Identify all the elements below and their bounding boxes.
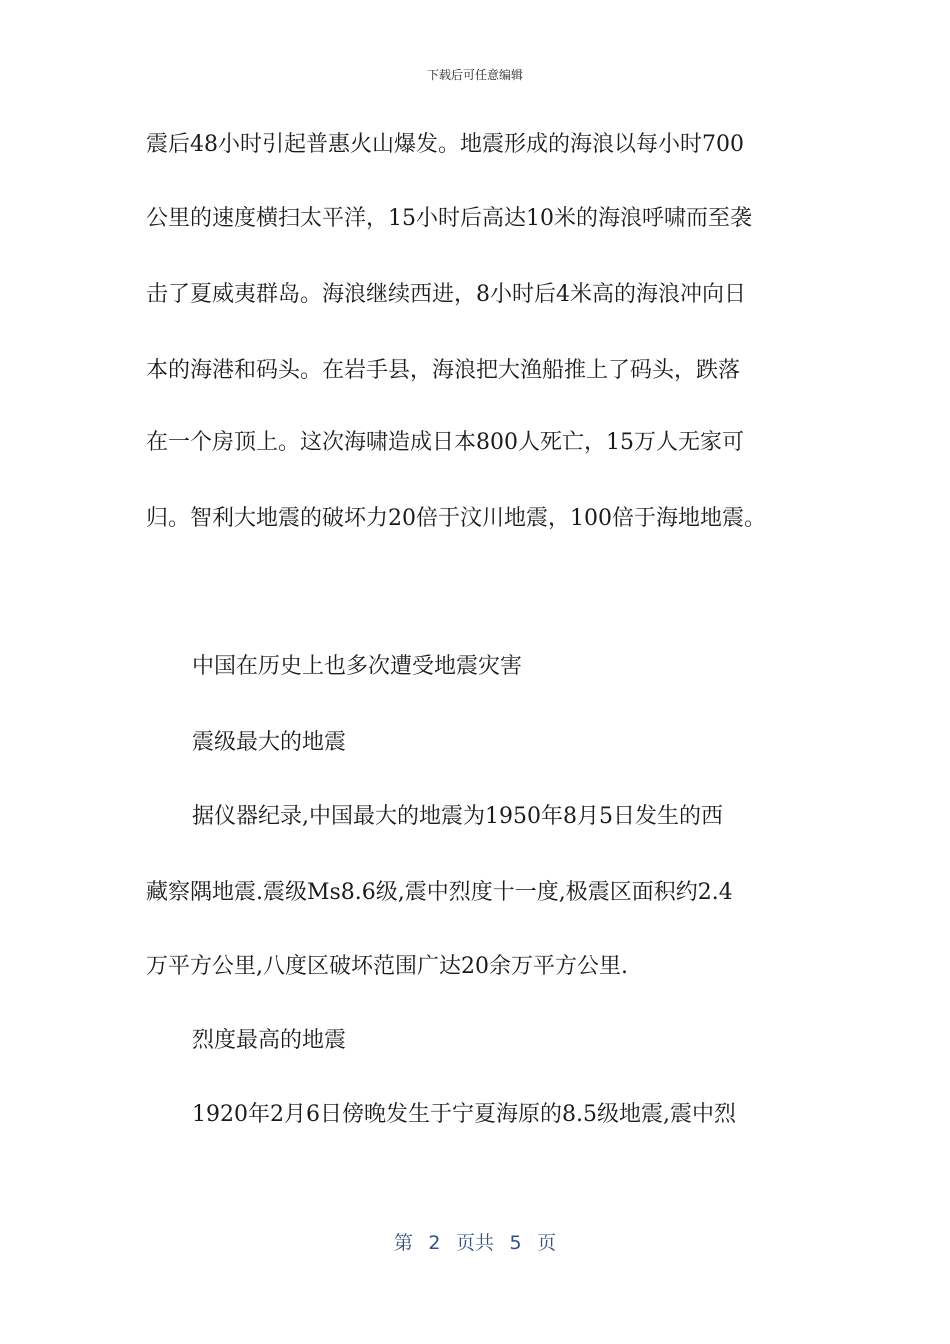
body-line: 据仪器纪录,中国最大的地震为1950年8月5日发生的西 (192, 804, 723, 829)
page-footer: 第 2 页共 5 页 (393, 1232, 557, 1254)
body-line: 击了夏威夷群岛。海浪继续西进，8小时后4米高的海浪冲向日 (146, 282, 746, 307)
body-line: 本的海港和码头。在岩手县，海浪把大渔船推上了码头，跌落 (146, 358, 741, 383)
body-line: 藏察隅地震.震级Ms8.6级,震中烈度十一度,极震区面积约2.4 (146, 880, 733, 905)
body-line: 万平方公里,八度区破坏范围广达20余万平方公里. (146, 954, 628, 979)
section-heading: 中国在历史上也多次遭受地震灾害 (192, 654, 523, 679)
page-header: 下载后可任意编辑 (426, 68, 523, 82)
subsection-heading: 震级最大的地震 (192, 730, 347, 755)
body-line: 公里的速度横扫太平洋，15小时后高达10米的海浪呼啸而至袭 (146, 206, 752, 231)
body-line: 归。智利大地震的破坏力20倍于汶川地震，100倍于海地地震。 (146, 506, 766, 531)
subsection-heading: 烈度最高的地震 (192, 1028, 347, 1053)
body-line: 1920年2月6日傍晚发生于宁夏海原的8.5级地震,震中烈 (192, 1102, 736, 1127)
body-line: 震后48小时引起普惠火山爆发。地震形成的海浪以每小时700 (146, 132, 744, 157)
body-line: 在一个房顶上。这次海啸造成日本800人死亡，15万人无家可 (146, 430, 744, 455)
